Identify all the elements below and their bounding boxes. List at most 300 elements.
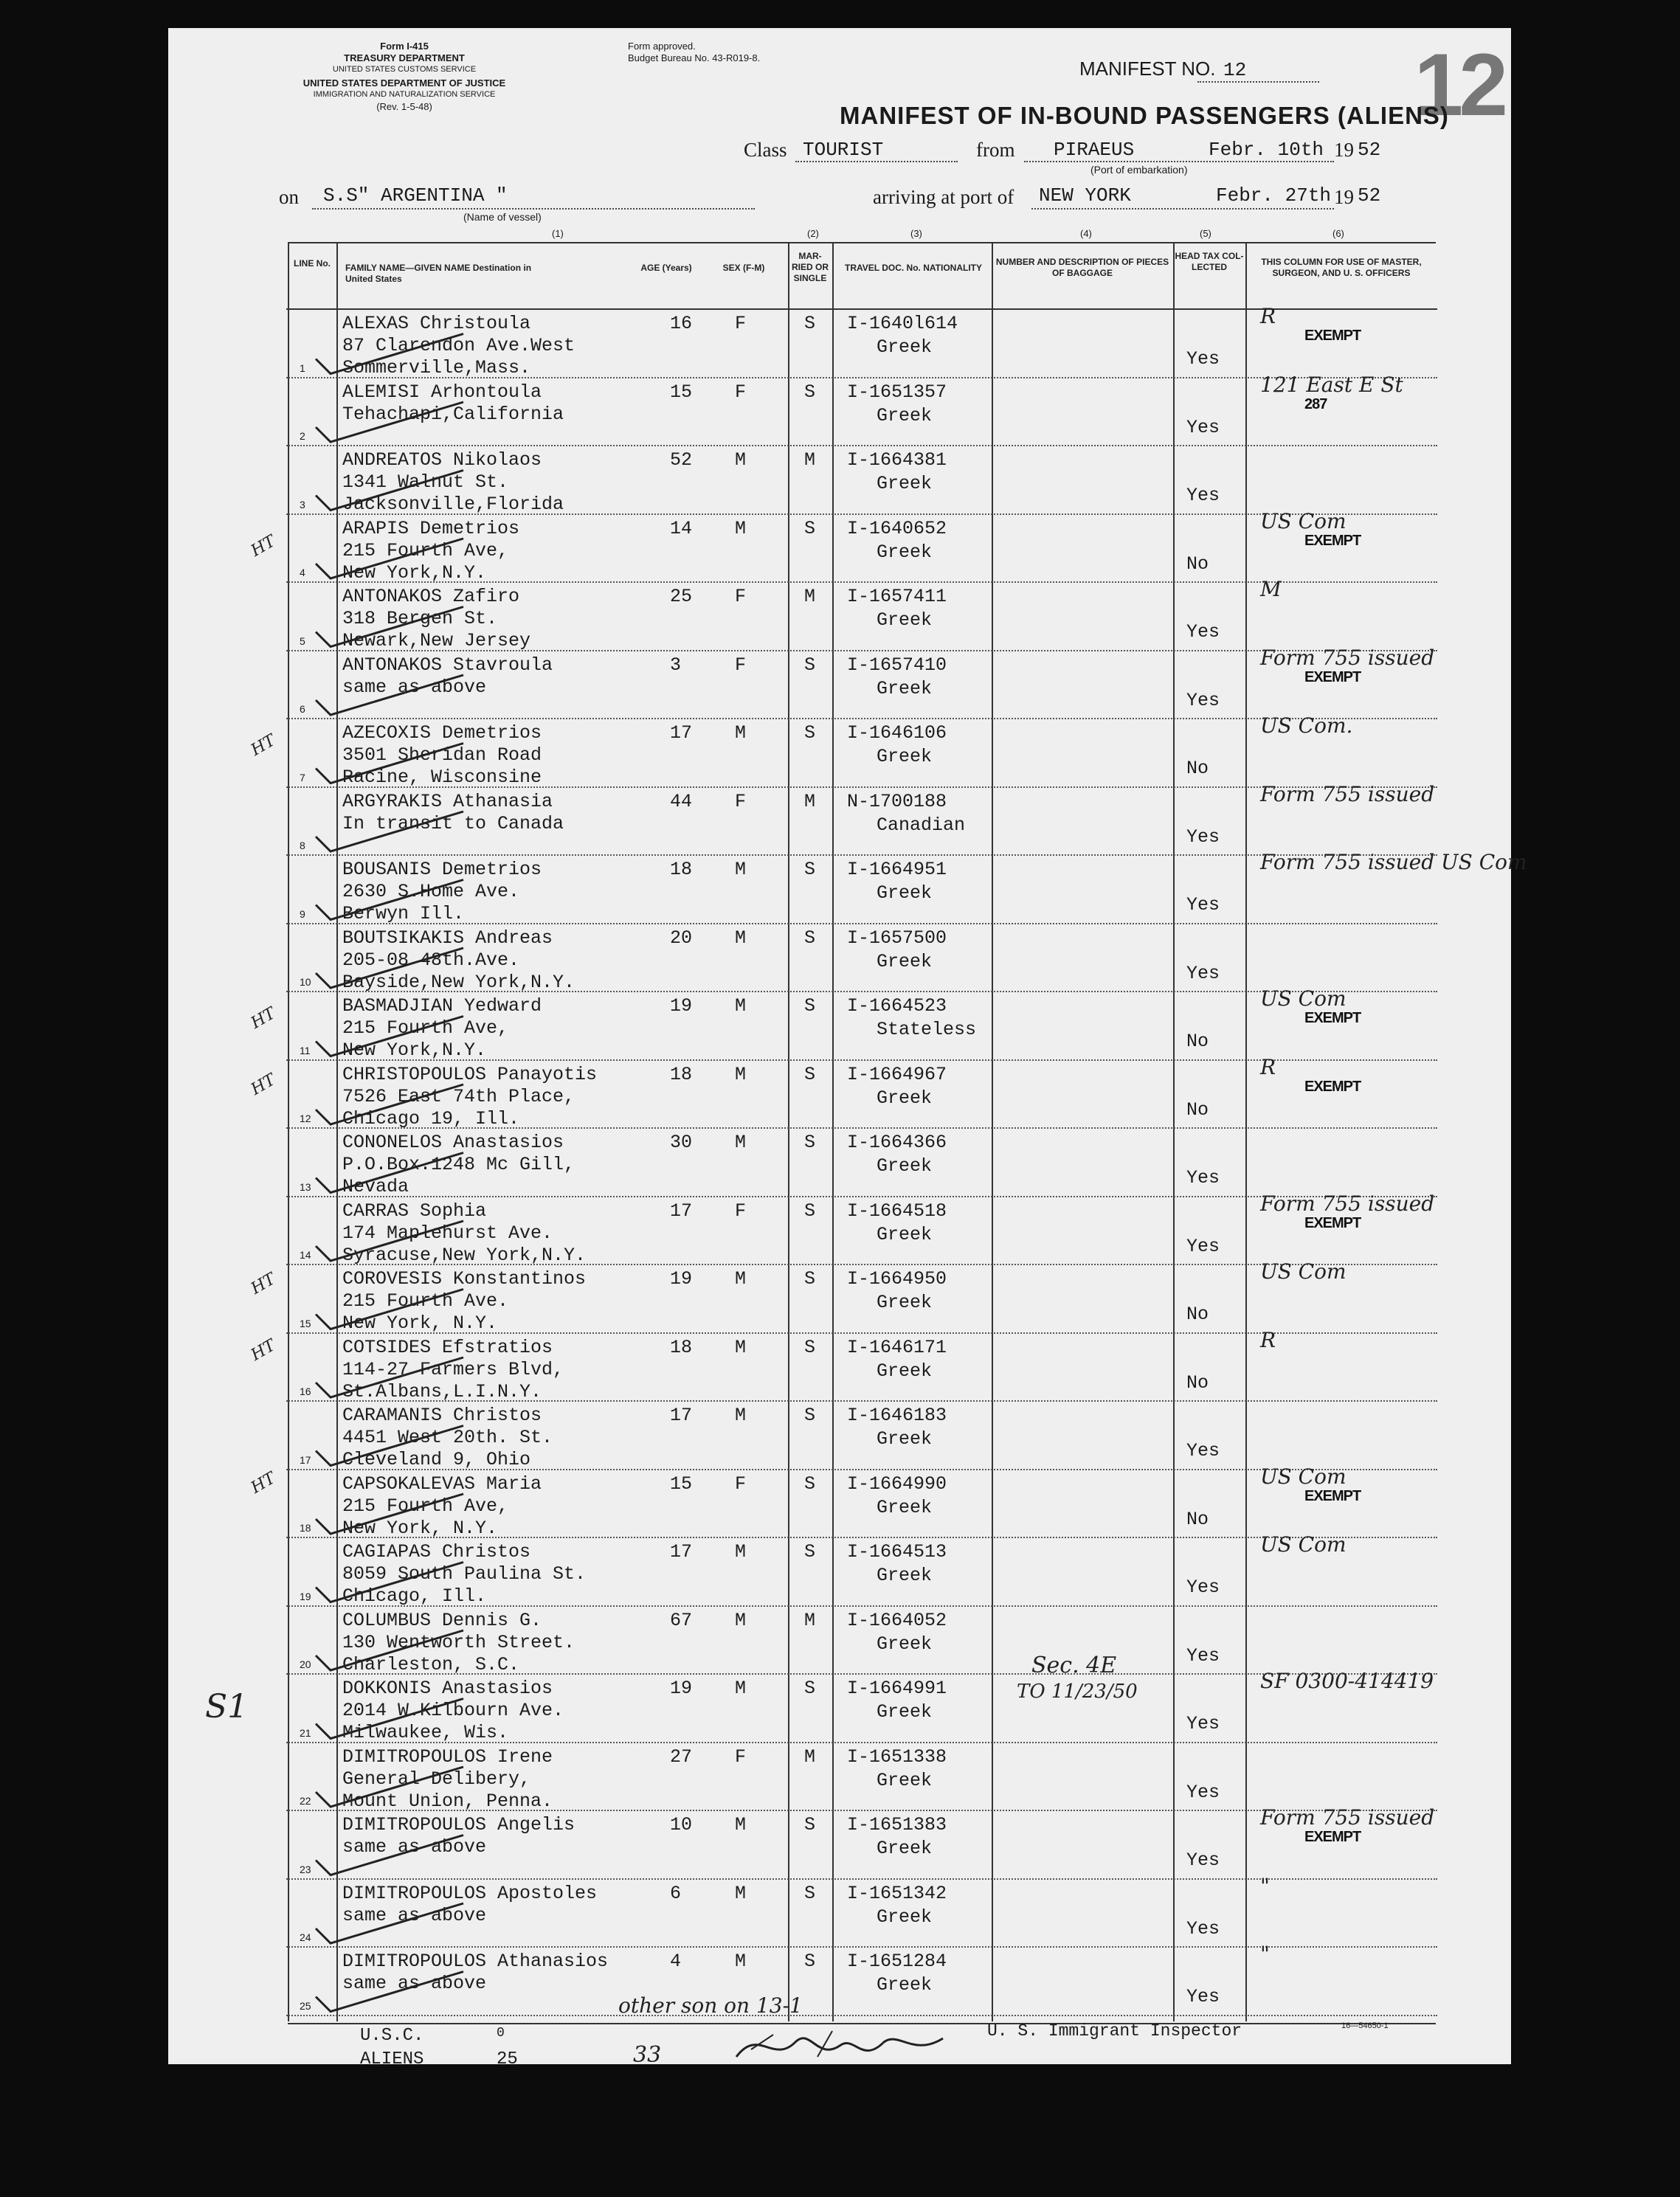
head-tax-collected: Yes — [1186, 1440, 1220, 1461]
passenger-destination: 8059 South Paulina St. — [342, 1563, 587, 1585]
row-line-number: 7 — [300, 771, 305, 783]
travel-doc-number: I-1646106 — [847, 722, 947, 744]
passenger-age: 19 — [670, 995, 693, 1017]
head-tax-collected: Yes — [1186, 894, 1220, 916]
passenger-age: 17 — [670, 1405, 693, 1426]
passenger-name: CAPSOKALEVAS Maria — [342, 1473, 542, 1495]
passenger-destination: Milwaukee, Wis. — [342, 1722, 509, 1743]
passenger-marital-status: S — [804, 313, 816, 334]
passenger-destination: Jacksonville,Florida — [342, 494, 564, 515]
row-line-number: 19 — [300, 1590, 311, 1602]
footer-inspector-label: U. S. Immigrant Inspector — [987, 2021, 1242, 2041]
passenger-destination: same as above — [342, 676, 487, 698]
passenger-destination: P.O.Box.1248 Mc Gill, — [342, 1154, 575, 1175]
head-tax-collected: No — [1186, 1098, 1209, 1121]
head-tax-collected: Yes — [1186, 1986, 1220, 2007]
passenger-name: ALEMISI Arhontoula — [342, 381, 542, 403]
form-revision: (Rev. 1-5-48) — [376, 101, 432, 112]
passenger-destination: New York,N.Y. — [342, 561, 487, 584]
check-mark — [316, 402, 463, 442]
passenger-destination: Mount Union, Penna. — [342, 1790, 553, 1812]
col-num-3: (3) — [910, 228, 922, 239]
passenger-destination: Cleveland 9, Ohio — [342, 1449, 531, 1470]
passenger-nationality: Greek — [877, 1496, 933, 1518]
passenger-age: 6 — [670, 1882, 682, 1904]
passenger-marital-status: S — [804, 517, 816, 539]
passenger-marital-status: S — [804, 1882, 816, 1904]
passenger-destination: Sommerville,Mass. — [342, 357, 531, 378]
head-tax-collected: No — [1186, 1371, 1209, 1394]
passenger-destination: Charleston, S.C. — [342, 1653, 520, 1675]
passenger-destination: Bayside,New York,N.Y. — [342, 971, 575, 993]
head-tax-collected: Yes — [1186, 485, 1220, 506]
passenger-name: DIMITROPOULOS Irene — [342, 1746, 553, 1768]
check-mark — [316, 948, 463, 988]
row-line-number: 13 — [300, 1180, 311, 1193]
margin-ht: HT — [248, 1270, 279, 1298]
officer-handwritten-note: SF 0300-414419 — [1260, 1669, 1434, 1693]
footer-usc-label: U.S.C. — [360, 2026, 424, 2046]
from-label: from — [976, 139, 1015, 161]
passenger-sex: M — [735, 1405, 747, 1426]
row-line-number: 23 — [300, 1863, 311, 1875]
passenger-age: 3 — [670, 654, 682, 676]
check-mark — [316, 1903, 463, 1943]
passenger-marital-status: S — [804, 1951, 816, 1972]
head-tax-collected: Yes — [1186, 1167, 1220, 1189]
passenger-age: 25 — [670, 586, 693, 607]
check-mark — [316, 334, 463, 374]
col-header-age: AGE (Years) — [640, 263, 692, 273]
check-mark — [316, 1221, 463, 1261]
head-tax-collected: Yes — [1186, 1644, 1220, 1667]
head-tax-collected: Yes — [1186, 1577, 1220, 1598]
passenger-nationality: Greek — [877, 1565, 933, 1586]
passenger-destination: Berwyn Ill. — [342, 903, 465, 924]
passenger-sex: F — [735, 790, 747, 812]
row-line-number: 18 — [300, 1522, 311, 1534]
col-header-line: LINE No. — [294, 258, 331, 269]
check-mark — [316, 1357, 463, 1397]
passenger-nationality: Greek — [877, 1428, 933, 1450]
passenger-destination: Newark,New Jersey — [342, 630, 531, 651]
head-tax-collected: Yes — [1186, 962, 1220, 984]
travel-doc-number: I-1664366 — [847, 1132, 947, 1153]
passenger-sex: M — [735, 859, 747, 880]
passenger-sex: M — [735, 995, 747, 1017]
passenger-name: COROVESIS Konstantinos — [342, 1268, 587, 1290]
passenger-age: 15 — [670, 381, 693, 403]
col-num-4: (4) — [1080, 228, 1092, 239]
head-tax-collected: No — [1186, 553, 1209, 575]
manifest-number: 12 — [1223, 59, 1247, 81]
passenger-sex: F — [735, 1746, 747, 1768]
check-mark — [316, 1972, 463, 2012]
head-tax-collected: Yes — [1186, 621, 1220, 643]
baggage-note-line2: TO 11/23/50 — [1017, 1681, 1138, 1703]
col-header-name: FAMILY NAME—GIVEN NAME Destination in United States — [345, 263, 532, 284]
passenger-nationality: Greek — [877, 609, 933, 631]
margin-ht: HT — [248, 1004, 279, 1033]
row-line-number: 9 — [300, 907, 305, 920]
col-num-5: (5) — [1200, 228, 1211, 239]
passenger-age: 67 — [670, 1609, 693, 1631]
row-line-number: 3 — [300, 498, 305, 511]
passenger-age: 10 — [670, 1814, 693, 1836]
inspector-signature — [729, 2020, 950, 2072]
passenger-name: CAGIAPAS Christos — [342, 1541, 531, 1563]
passenger-name: CONONELOS Anastasios — [342, 1132, 564, 1153]
passenger-marital-status: M — [804, 790, 816, 812]
manifest-stamp-number: 12 — [1414, 35, 1504, 134]
officer-handwritten-note: 121 East E St — [1260, 372, 1403, 397]
travel-doc-number: I-1651284 — [847, 1951, 947, 1972]
passenger-age: 17 — [670, 722, 693, 744]
passenger-name: COTSIDES Efstratios — [342, 1336, 553, 1358]
check-mark — [316, 1836, 463, 1875]
head-tax-collected: Yes — [1186, 1781, 1220, 1803]
check-mark — [316, 1153, 463, 1193]
margin-ht: HT — [248, 731, 279, 760]
embarkation-note: (Port of embarkation) — [1090, 164, 1188, 176]
passenger-sex: M — [735, 1336, 747, 1358]
passenger-destination: Nevada — [342, 1176, 409, 1197]
passenger-name: DIMITROPOULOS Apostoles — [342, 1882, 598, 1904]
margin-ht: HT — [248, 1336, 279, 1365]
passenger-age: 18 — [670, 1336, 693, 1358]
col-header-baggage: NUMBER AND DESCRIPTION OF PIECES OF BAGGAGE — [995, 257, 1169, 278]
passenger-destination: St.Albans,L.I.N.Y. — [342, 1380, 542, 1402]
passenger-destination: Syracuse,New York,N.Y. — [342, 1244, 587, 1266]
head-tax-collected: No — [1186, 1031, 1209, 1052]
from-underline — [1024, 161, 1334, 162]
row-line-number: 16 — [300, 1385, 311, 1397]
check-mark — [316, 539, 463, 578]
check-marks — [272, 242, 581, 2027]
passenger-name: ANTONAKOS Stavroula — [342, 654, 553, 676]
row-line-number: 21 — [300, 1726, 311, 1739]
margin-ht: HT — [248, 1070, 279, 1099]
passenger-sex: F — [735, 381, 747, 403]
passenger-destination: Chicago, Ill. — [342, 1585, 487, 1607]
passenger-nationality: Greek — [877, 404, 933, 426]
margin-ht: HT — [248, 532, 279, 561]
check-mark — [316, 1084, 463, 1124]
check-mark — [316, 812, 463, 851]
passenger-age: 19 — [670, 1678, 693, 1699]
passenger-destination: 87 Clarendon Ave.West — [342, 335, 575, 356]
passenger-age: 52 — [670, 449, 693, 471]
passenger-destination: 114-27 Farmers Blvd, — [342, 1358, 564, 1380]
row-line-number: 8 — [300, 840, 305, 851]
passenger-nationality: Canadian — [877, 814, 966, 836]
year-prefix-2: 19 — [1334, 186, 1354, 208]
travel-doc-number: I-1664518 — [847, 1200, 947, 1222]
passenger-age: 27 — [670, 1746, 693, 1768]
travel-doc-number: I-1640l614 — [847, 313, 958, 334]
passenger-destination: 4451 West 20th. St. — [342, 1427, 553, 1448]
passenger-sex: M — [735, 449, 747, 471]
passenger-marital-status: S — [804, 654, 816, 676]
officer-stamp: EXEMPT — [1304, 328, 1361, 344]
passenger-destination: 2630 S.Home Ave. — [342, 881, 520, 902]
passenger-destination: New York, N.Y. — [342, 1517, 498, 1539]
officer-handwritten-note: R — [1260, 304, 1276, 328]
head-tax-collected: Yes — [1186, 1713, 1220, 1734]
row-line-number: 24 — [300, 1931, 311, 1943]
row-line-number: 12 — [300, 1113, 311, 1124]
travel-doc-number: I-1664052 — [847, 1609, 947, 1631]
passenger-nationality: Greek — [877, 1223, 933, 1245]
officer-handwritten-note: Form 755 issued — [1260, 645, 1435, 670]
row-line-number: 2 — [300, 430, 305, 442]
head-tax-collected: No — [1186, 1508, 1209, 1530]
vessel-underline — [312, 208, 755, 210]
footer-hand-number: 33 — [633, 2042, 662, 2068]
embark-date: Febr. 10th — [1209, 139, 1324, 161]
passenger-age: 18 — [670, 1063, 693, 1085]
passenger-destination: New York,N.Y. — [342, 1039, 487, 1061]
passenger-marital-status: S — [804, 1541, 816, 1563]
col-header-sex: SEX (F-M) — [722, 263, 765, 273]
passenger-name: DIMITROPOULOS Angelis — [342, 1814, 575, 1836]
passenger-marital-status: S — [804, 995, 816, 1017]
passenger-age: 16 — [670, 313, 693, 334]
row-line-number: 4 — [300, 567, 305, 578]
row-line-number: 11 — [300, 1044, 311, 1056]
passenger-destination: 2014 W.Kilbourn Ave. — [342, 1700, 564, 1721]
officer-stamp: 287 — [1304, 395, 1327, 412]
officer-stamp: EXEMPT — [1304, 1829, 1361, 1845]
head-tax-collected: Yes — [1186, 826, 1220, 848]
passenger-name: ANTONAKOS Zafiro — [342, 586, 520, 607]
officer-handwritten-note: US Com — [1260, 508, 1347, 533]
passenger-nationality: Greek — [877, 677, 933, 699]
row-line-number: 6 — [300, 703, 305, 715]
passenger-destination: Racine, Wisconsine — [342, 767, 542, 788]
head-tax-collected: No — [1186, 758, 1209, 779]
passenger-age: 20 — [670, 927, 693, 949]
check-mark — [316, 1767, 463, 1807]
travel-doc-number: I-1657411 — [847, 586, 947, 607]
officer-stamp: EXEMPT — [1304, 1078, 1361, 1095]
passenger-marital-status: M — [804, 1746, 816, 1768]
passenger-name: CARAMANIS Christos — [342, 1405, 542, 1426]
passenger-name: DOKKONIS Anastasios — [342, 1678, 553, 1699]
passenger-marital-status: S — [804, 1814, 816, 1836]
officer-handwritten-note: R — [1260, 1327, 1276, 1352]
passenger-nationality: Greek — [877, 1155, 933, 1177]
dept-treasury: TREASURY DEPARTMENT — [344, 52, 465, 63]
passenger-nationality: Greek — [877, 1292, 933, 1313]
head-tax-collected: Yes — [1186, 689, 1220, 711]
passenger-sex: M — [735, 927, 747, 949]
page-title: MANIFEST OF IN-BOUND PASSENGERS (ALIENS) — [840, 102, 1449, 129]
passenger-destination: General Delibery, — [342, 1768, 531, 1790]
passenger-name: BASMADJIAN Yedward — [342, 995, 542, 1017]
passenger-destination: New York, N.Y. — [342, 1312, 498, 1334]
passenger-destination: 205-08 48th.Ave. — [342, 949, 520, 971]
travel-doc-number: I-1651383 — [847, 1814, 947, 1836]
passenger-destination: In transit to Canada — [342, 812, 564, 834]
passenger-age: 30 — [670, 1132, 693, 1153]
passenger-name: ARGYRAKIS Athanasia — [342, 790, 553, 812]
row-line-number: 22 — [300, 1795, 311, 1807]
travel-doc-number: I-1646183 — [847, 1405, 947, 1426]
officer-handwritten-note: " — [1260, 1873, 1270, 1898]
row-line-number: 20 — [300, 1658, 311, 1670]
passenger-name: ARAPIS Demetrios — [342, 517, 520, 539]
travel-doc-number: I-1651357 — [847, 381, 947, 403]
passenger-nationality: Greek — [877, 1974, 933, 1996]
row-line-number: 15 — [300, 1317, 311, 1329]
passenger-destination: 215 Fourth Ave, — [342, 1495, 509, 1517]
officer-handwritten-note: " — [1260, 1942, 1270, 1966]
passenger-sex: M — [735, 1268, 747, 1290]
year-prefix-1: 19 — [1334, 139, 1354, 161]
passenger-age: 17 — [670, 1200, 693, 1222]
passenger-marital-status: M — [804, 1609, 816, 1631]
head-tax-collected: Yes — [1186, 348, 1220, 370]
footer-form-code: 16—54650-1 — [1341, 2021, 1389, 2030]
passenger-nationality: Greek — [877, 1769, 933, 1791]
footer-usc-count: 0 — [497, 2026, 505, 2041]
officer-stamp: EXEMPT — [1304, 1010, 1361, 1026]
dept-ins: IMMIGRATION AND NATURALIZATION SERVICE — [313, 90, 496, 99]
passenger-nationality: Greek — [877, 1633, 933, 1655]
passenger-marital-status: S — [804, 1336, 816, 1358]
class-label: Class — [744, 139, 787, 161]
row-line-number: 25 — [300, 1999, 311, 2012]
form-approved: Form approved. — [628, 41, 696, 52]
officer-handwritten-note: R — [1260, 1054, 1276, 1079]
travel-doc-number: I-1664967 — [847, 1063, 947, 1085]
passenger-sex: M — [735, 1882, 747, 1904]
footer-hand-note: other son on 13-1 — [618, 1993, 803, 2018]
passenger-age: 17 — [670, 1541, 693, 1563]
col-num-1: (1) — [552, 228, 564, 239]
col-header-officers: THIS COLUMN FOR USE OF MASTER, SURGEON, AND U. S. OFFICERS — [1261, 257, 1422, 278]
head-tax-collected: Yes — [1186, 1917, 1220, 1940]
head-tax-collected: Yes — [1186, 416, 1220, 438]
travel-doc-number: I-1664523 — [847, 995, 947, 1017]
travel-doc-number: I-1664990 — [847, 1473, 947, 1495]
passenger-sex: F — [735, 313, 747, 334]
col-header-headtax: HEAD TAX COL-LECTED — [1175, 251, 1244, 272]
check-mark — [316, 1017, 463, 1056]
passenger-sex: M — [735, 1951, 747, 1972]
check-mark — [316, 1563, 463, 1602]
row-line-number: 17 — [300, 1453, 311, 1466]
passenger-sex: M — [735, 1132, 747, 1153]
form-number: Form I-415 — [380, 41, 429, 52]
passenger-age: 44 — [670, 790, 693, 812]
officer-handwritten-note: US Com — [1260, 1464, 1347, 1489]
col-header-married: MAR-RIED OR SINGLE — [791, 251, 829, 283]
check-mark — [316, 1426, 463, 1466]
check-mark — [316, 1699, 463, 1739]
passenger-marital-status: S — [804, 1063, 816, 1085]
officer-handwritten-note: M — [1260, 577, 1282, 601]
officer-stamp: EXEMPT — [1304, 532, 1361, 549]
officer-handwritten-note: Form 755 issued — [1260, 781, 1435, 806]
passenger-sex: M — [735, 517, 747, 539]
head-tax-collected: Yes — [1186, 1850, 1220, 1871]
travel-doc-number: I-1646171 — [847, 1336, 947, 1358]
passenger-destination: 215 Fourth Ave, — [342, 539, 509, 561]
passenger-name: ALEXAS Christoula — [342, 313, 531, 334]
passenger-sex: F — [735, 586, 747, 607]
passenger-age: 15 — [670, 1473, 693, 1495]
passenger-name: ANDREATOS Nikolaos — [342, 449, 542, 471]
margin-left-mark: S1 — [205, 1688, 249, 1726]
passenger-marital-status: S — [804, 1268, 816, 1290]
port-underline — [1031, 208, 1334, 210]
passenger-marital-status: S — [804, 1132, 816, 1153]
passenger-nationality: Greek — [877, 1906, 933, 1928]
travel-doc-number: I-1651342 — [847, 1882, 947, 1904]
travel-doc-number: I-1651338 — [847, 1746, 947, 1768]
passenger-age: 18 — [670, 859, 693, 880]
row-line-number: 1 — [300, 361, 305, 374]
passenger-destination: Tehachapi,California — [342, 403, 564, 425]
officer-handwritten-note: US Com — [1260, 986, 1347, 1011]
officer-handwritten-note: US Com — [1260, 1259, 1347, 1284]
passenger-destination: 318 Bergen St. — [342, 608, 498, 629]
arriving-label: arriving at port of — [873, 186, 1014, 208]
passenger-marital-status: M — [804, 586, 816, 607]
officer-stamp: EXEMPT — [1304, 668, 1361, 685]
manifest-underline — [1197, 81, 1319, 83]
check-mark — [316, 744, 463, 783]
passenger-nationality: Greek — [877, 882, 933, 904]
passenger-nationality: Greek — [877, 541, 933, 563]
officer-stamp: EXEMPT — [1304, 1214, 1361, 1231]
passenger-name: COLUMBUS Dennis G. — [342, 1609, 542, 1631]
passenger-nationality: Greek — [877, 1701, 933, 1723]
passenger-destination: 1341 Walnut St. — [342, 471, 509, 493]
passenger-sex: F — [735, 654, 747, 676]
passenger-nationality: Greek — [877, 1838, 933, 1859]
manifest-page — [168, 28, 1527, 2069]
passenger-nationality: Greek — [877, 950, 933, 972]
passenger-destination: 130 Wentworth Street. — [342, 1631, 575, 1653]
passenger-marital-status: S — [804, 927, 816, 949]
row-line-number: 14 — [300, 1249, 311, 1261]
dept-customs: UNITED STATES CUSTOMS SERVICE — [332, 65, 477, 74]
passenger-destination: 215 Fourth Ave, — [342, 1017, 509, 1039]
passenger-marital-status: S — [804, 722, 816, 744]
passenger-destination: Chicago 19, Ill. — [342, 1107, 520, 1129]
passenger-sex: M — [735, 1063, 747, 1085]
margin-ht: HT — [248, 1469, 279, 1498]
manifest-label: MANIFEST NO. — [1079, 58, 1216, 80]
passenger-name: BOUTSIKAKIS Andreas — [342, 927, 553, 949]
from-value: PIRAEUS — [1054, 139, 1135, 161]
footer-aliens-count: 25 — [497, 2049, 518, 2069]
passenger-nationality: Greek — [877, 746, 933, 767]
passenger-name: AZECOXIS Demetrios — [342, 722, 542, 744]
officer-handwritten-note: Form 755 issued — [1260, 1191, 1435, 1216]
class-underline — [795, 161, 958, 162]
passenger-destination: same as above — [342, 1836, 487, 1858]
passenger-sex: F — [735, 1200, 747, 1222]
travel-doc-number: I-1657410 — [847, 654, 947, 676]
passenger-sex: M — [735, 1814, 747, 1836]
passenger-age: 19 — [670, 1268, 693, 1290]
head-tax-collected: Yes — [1186, 1235, 1220, 1257]
check-mark — [316, 1494, 463, 1534]
